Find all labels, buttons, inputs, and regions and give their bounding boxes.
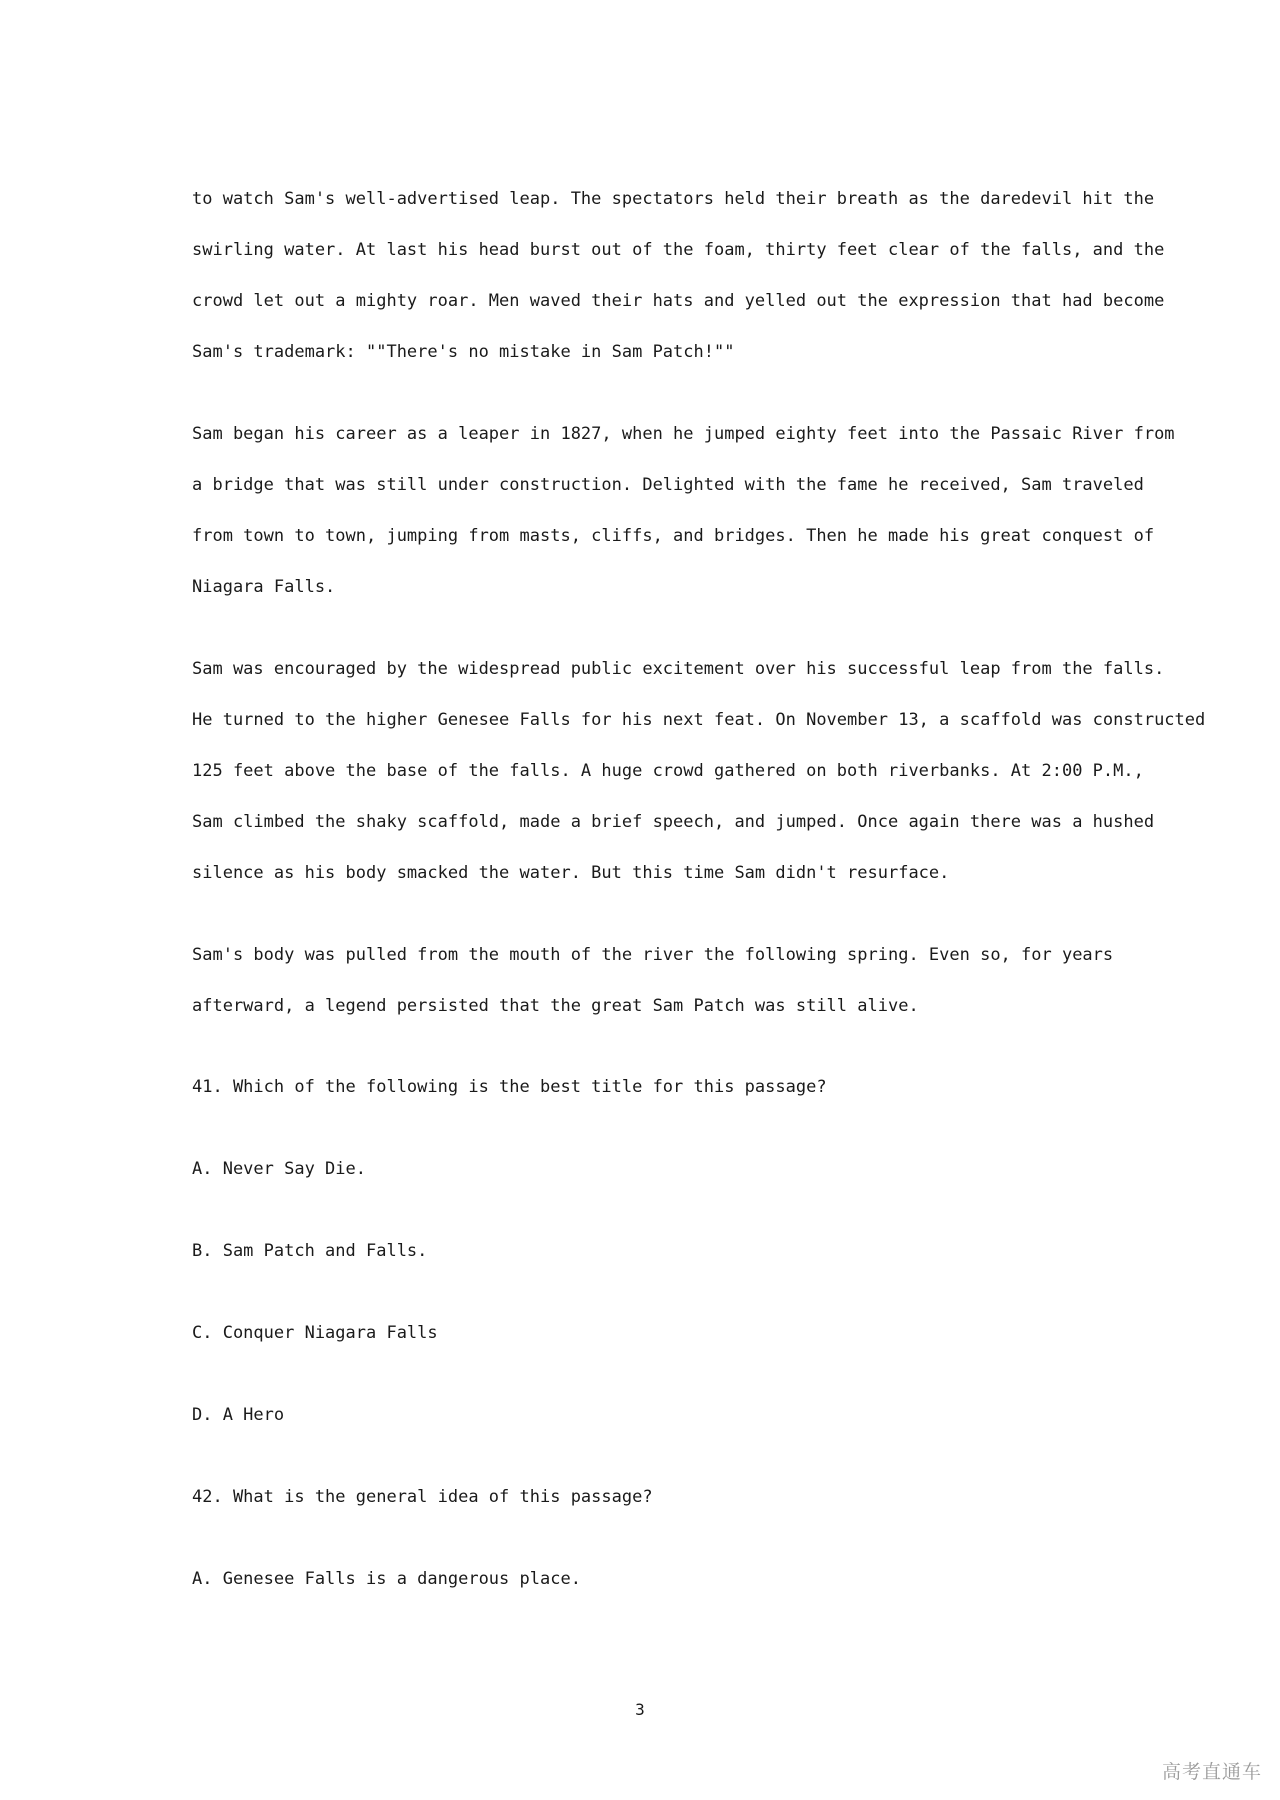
text-line: afterward, a legend persisted that the great Sam Patch was still alive. (192, 996, 919, 1016)
answer-option: A. Genesee Falls is a dangerous place. (192, 1569, 581, 1589)
text-line: a bridge that was still under construction. Delighted with the fame he received, Sam traveled (192, 475, 1144, 495)
text-line: Sam was encouraged by the widespread public excitement over his successful leap from the falls. (192, 659, 1165, 679)
question-stem: 42. What is the general idea of this passage? (192, 1487, 653, 1507)
text-line: 125 feet above the base of the falls. A huge crowd gathered on both riverbanks. At 2:00 P.M., (192, 761, 1144, 781)
text-line: Niagara Falls. (192, 577, 336, 597)
text-line: He turned to the higher Genesee Falls for his next feat. On November 13, a scaffold was constructed (192, 710, 1206, 730)
answer-option: B. Sam Patch and Falls. (192, 1241, 428, 1261)
question-stem: 41. Which of the following is the best title for this passage? (192, 1077, 827, 1097)
text-line: swirling water. At last his head burst out of the foam, thirty feet clear of the falls, and the (192, 240, 1165, 260)
answer-option: C. Conquer Niagara Falls (192, 1323, 438, 1343)
text-line: from town to town, jumping from masts, cliffs, and bridges. Then he made his great conquest of (192, 526, 1155, 546)
text-line: Sam climbed the shaky scaffold, made a brief speech, and jumped. Once again there was a hushed (192, 812, 1155, 832)
text-line: Sam's trademark: ""There's no mistake in Sam Patch!"" (192, 342, 735, 362)
text-line: Sam began his career as a leaper in 1827, when he jumped eighty feet into the Passaic River from (192, 424, 1175, 444)
text-line: Sam's body was pulled from the mouth of the river the following spring. Even so, for years (192, 945, 1114, 965)
answer-option: D. A Hero (192, 1405, 285, 1425)
text-line: crowd let out a mighty roar. Men waved their hats and yelled out the expression that had become (192, 291, 1165, 311)
text-line: to watch Sam's well-advertised leap. The spectators held their breath as the daredevil hit the (192, 189, 1155, 209)
page-number: 3 (635, 1700, 645, 1719)
answer-option: A. Never Say Die. (192, 1159, 366, 1179)
text-line: silence as his body smacked the water. But this time Sam didn't resurface. (192, 863, 950, 883)
watermark: 高考直通车 (1161, 1761, 1262, 1783)
